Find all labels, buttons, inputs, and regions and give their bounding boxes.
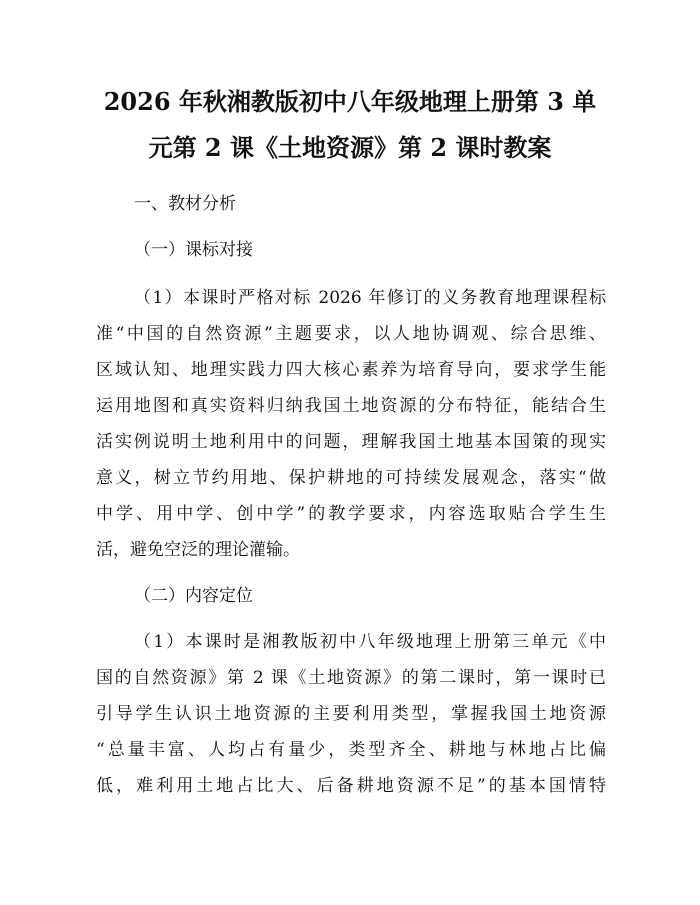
document-title-line-2: 元第 2 课《土地资源》第 2 课时教案: [148, 133, 552, 162]
subsection-heading-curriculum-alignment: （一）课标对接: [134, 240, 253, 260]
paragraph-1-line: 活，避免空泛的理论灌输。: [96, 540, 300, 560]
paragraph-2-line: “总量丰富、人均占有量少，类型齐全、耕地与林地占比偏: [96, 740, 606, 760]
paragraph-1-line: 活实例说明土地利用中的问题，理解我国土地基本国策的现实: [96, 432, 606, 452]
section-heading-textbook-analysis: 一、教材分析: [134, 194, 236, 214]
paragraph-2-line: 低，难利用土地占比大、后备耕地资源不足”的基本国情特: [96, 776, 606, 796]
paragraph-2-line: （1）本课时是湘教版初中八年级地理上册第三单元《中: [134, 632, 606, 652]
paragraph-1-line: 区域认知、地理实践力四大核心素养为培育导向，要求学生能: [96, 360, 606, 380]
paragraph-1-line: 准“中国的自然资源”主题要求，以人地协调观、综合思维、: [96, 324, 606, 344]
document-title-line-1: 2026 年秋湘教版初中八年级地理上册第 3 单: [103, 87, 597, 116]
paragraph-1-line: 运用地图和真实资料归纳我国土地资源的分布特征，能结合生: [96, 396, 606, 416]
paragraph-1-line: 中学、用中学、创中学”的教学要求，内容选取贴合学生生: [96, 504, 606, 524]
paragraph-1-line: 意义，树立节约用地、保护耕地的可持续发展观念，落实“做: [96, 468, 606, 488]
paragraph-2-line: 国的自然资源》第 2 课《土地资源》的第二课时，第一课时已: [96, 668, 606, 688]
paragraph-1-line: （1）本课时严格对标 2026 年修订的义务教育地理课程标: [134, 288, 606, 308]
paragraph-2-line: 引导学生认识土地资源的主要利用类型，掌握我国土地资源: [96, 704, 606, 724]
subsection-heading-content-positioning: （二）内容定位: [134, 586, 253, 606]
